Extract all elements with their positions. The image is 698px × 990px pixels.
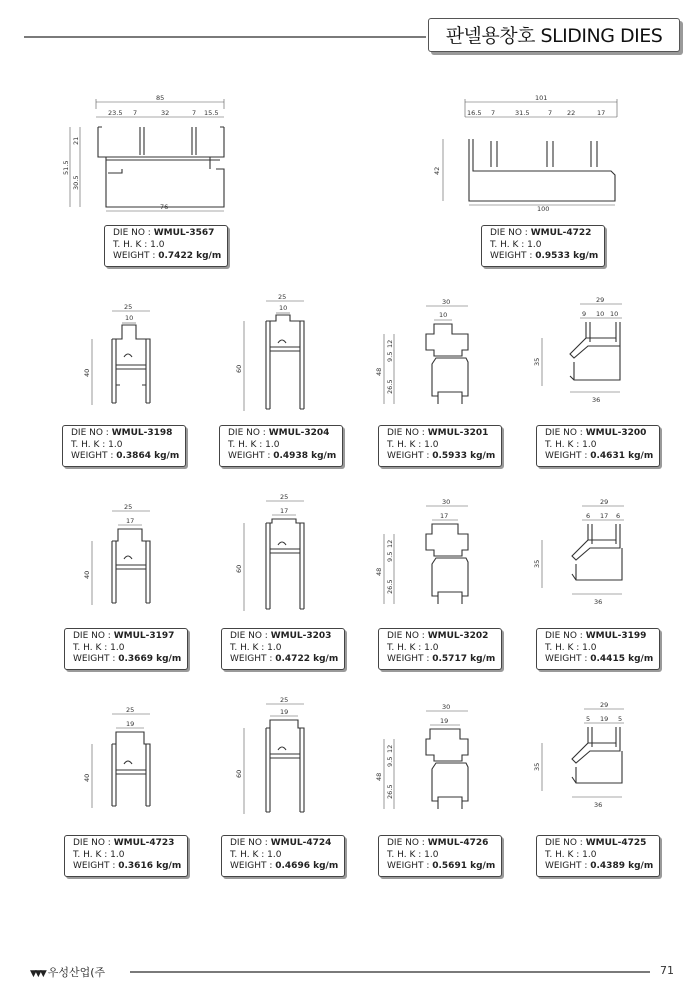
- dim-total: 85: [156, 94, 165, 102]
- weight-value: 0.4722 kg/m: [275, 654, 339, 664]
- dim-c: 32: [161, 109, 170, 117]
- weight-value: 0.3669 kg/m: [118, 654, 182, 664]
- dim-h3: 26.5: [386, 784, 394, 799]
- dim-b: 10: [596, 310, 605, 318]
- weight-label: WEIGHT :: [113, 251, 159, 261]
- dim-a: 6: [586, 512, 591, 520]
- dim-c: 5: [618, 715, 623, 723]
- weight-label: WEIGHT :: [545, 451, 591, 461]
- weight-value: 0.4389 kg/m: [590, 861, 654, 871]
- dim-h: 60: [235, 364, 243, 373]
- profile-drawing-wmul-3567: [60, 95, 235, 220]
- profile-drawing-wmul-3202: [372, 500, 482, 615]
- dim-t: 17: [280, 507, 289, 515]
- thk-label: T. H. K :: [545, 642, 583, 653]
- dim-bottom: 76: [160, 203, 169, 211]
- page-title: 판넬용창호 SLIDING DIES: [445, 25, 663, 47]
- dim-h: 51.5: [62, 160, 70, 175]
- dim-w: 25: [124, 503, 133, 511]
- dim-bottom: 36: [592, 396, 601, 404]
- die-no-value: WMUL-3197: [113, 631, 175, 641]
- dim-h: 35: [533, 762, 541, 771]
- dim-t: 17: [440, 512, 449, 520]
- die-no-value: WMUL-3204: [268, 428, 330, 438]
- dim-b: 7: [491, 109, 496, 117]
- weight-label: WEIGHT :: [228, 451, 274, 461]
- dim-t: 17: [126, 517, 135, 525]
- die-no-label: DIE NO :: [71, 428, 112, 438]
- dim-h: 48: [375, 772, 383, 781]
- die-no-value: WMUL-4725: [585, 838, 647, 848]
- dim-h1: 12: [386, 339, 394, 348]
- dim-w: 30: [442, 498, 451, 506]
- dim-t: 10: [125, 314, 134, 322]
- die-no-value: WMUL-3201: [427, 428, 489, 438]
- spec-label: [221, 628, 345, 670]
- die-no-value: WMUL-4723: [113, 838, 175, 848]
- die-no-value: WMUL-4724: [270, 838, 332, 848]
- weight-label: WEIGHT :: [230, 654, 276, 664]
- die-no-label: DIE NO :: [73, 838, 114, 848]
- dim-t: 19: [440, 717, 449, 725]
- dim-h2: 9.5: [386, 351, 394, 362]
- die-no-value: WMUL-3198: [111, 428, 173, 438]
- weight-label: WEIGHT :: [545, 654, 591, 664]
- spec-label: [378, 425, 502, 467]
- thk-value: 1.0: [150, 239, 165, 250]
- weight-value: 0.4415 kg/m: [590, 654, 654, 664]
- dim-h: 42: [433, 166, 441, 175]
- dim-h2: 9.5: [386, 756, 394, 767]
- weight-value: 0.7422 kg/m: [158, 251, 222, 261]
- dim-w: 29: [596, 296, 605, 304]
- profile-drawing-wmul-3197: [80, 505, 160, 615]
- thk-value: 1.0: [424, 642, 439, 653]
- dim-e: 22: [567, 109, 576, 117]
- dim-a: 9: [582, 310, 587, 318]
- spec-label: [221, 835, 345, 877]
- profile-drawing-wmul-4722: [425, 95, 625, 220]
- page-number: 71: [660, 964, 674, 977]
- thk-label: T. H. K :: [490, 239, 528, 250]
- dim-h: 35: [533, 559, 541, 568]
- thk-label: T. H. K :: [73, 642, 111, 653]
- weight-label: WEIGHT :: [387, 654, 433, 664]
- weight-label: WEIGHT :: [387, 451, 433, 461]
- spec-label: [481, 225, 605, 267]
- thk-label: T. H. K :: [113, 239, 151, 250]
- dim-w: 30: [442, 298, 451, 306]
- company-logo: [30, 964, 105, 980]
- dim-bottom: 36: [594, 801, 603, 809]
- dim-w: 25: [280, 696, 289, 704]
- title-box: [428, 18, 680, 52]
- thk-label: T. H. K :: [230, 642, 268, 653]
- die-no-label: DIE NO :: [387, 631, 428, 641]
- die-no-label: DIE NO :: [73, 631, 114, 641]
- die-no-label: DIE NO :: [230, 838, 271, 848]
- dim-d: 7: [192, 109, 197, 117]
- thk-label: T. H. K :: [73, 849, 111, 860]
- spec-label: [536, 628, 660, 670]
- die-no-label: DIE NO :: [490, 228, 531, 238]
- dim-h: 48: [375, 367, 383, 376]
- spec-label: [62, 425, 186, 467]
- profile-drawing-wmul-3201: [372, 300, 482, 415]
- header-rule: [24, 36, 426, 38]
- profile-drawing-wmul-4723: [80, 708, 160, 818]
- profile-drawing-wmul-4726: [372, 705, 482, 820]
- thk-label: T. H. K :: [387, 439, 425, 450]
- thk-value: 1.0: [267, 849, 282, 860]
- die-no-value: WMUL-3200: [585, 428, 647, 438]
- dim-w: 25: [278, 293, 287, 301]
- weight-value: 0.9533 kg/m: [535, 251, 599, 261]
- thk-value: 1.0: [424, 849, 439, 860]
- dim-a: 5: [586, 715, 591, 723]
- dim-h: 40: [83, 570, 91, 579]
- thk-value: 1.0: [110, 849, 125, 860]
- dim-h: 60: [235, 769, 243, 778]
- spec-label: [104, 225, 228, 267]
- dim-h: 40: [83, 773, 91, 782]
- dim-bottom: 36: [594, 598, 603, 606]
- die-no-label: DIE NO :: [545, 631, 586, 641]
- profile-drawing-wmul-4725: [530, 703, 630, 818]
- thk-label: T. H. K :: [545, 849, 583, 860]
- dim-c: 31.5: [515, 109, 530, 117]
- die-no-label: DIE NO :: [230, 631, 271, 641]
- dim-t: 19: [280, 708, 289, 716]
- dim-c: 6: [616, 512, 621, 520]
- die-no-label: DIE NO :: [545, 838, 586, 848]
- dim-a: 16.5: [467, 109, 482, 117]
- footer-rule: [130, 971, 650, 973]
- weight-label: WEIGHT :: [71, 451, 117, 461]
- weight-label: WEIGHT :: [545, 861, 591, 871]
- die-no-label: DIE NO :: [228, 428, 269, 438]
- spec-label: [378, 628, 502, 670]
- dim-h1: 21: [72, 136, 80, 145]
- die-no-value: WMUL-4722: [530, 228, 592, 238]
- thk-value: 1.0: [582, 849, 597, 860]
- spec-label: [536, 425, 660, 467]
- thk-value: 1.0: [265, 439, 280, 450]
- thk-value: 1.0: [424, 439, 439, 450]
- weight-value: 0.4631 kg/m: [590, 451, 654, 461]
- die-no-label: DIE NO :: [387, 838, 428, 848]
- thk-label: T. H. K :: [545, 439, 583, 450]
- weight-value: 0.4696 kg/m: [275, 861, 339, 871]
- thk-value: 1.0: [110, 642, 125, 653]
- die-no-value: WMUL-3202: [427, 631, 489, 641]
- dim-total: 101: [535, 94, 548, 102]
- dim-e: 15.5: [204, 109, 219, 117]
- dim-w: 25: [126, 706, 135, 714]
- logo-icon: ▼▼▼: [30, 969, 45, 979]
- dim-h1: 12: [386, 744, 394, 753]
- dim-h3: 26.5: [386, 379, 394, 394]
- spec-label: [64, 628, 188, 670]
- dim-h: 60: [235, 564, 243, 573]
- weight-label: WEIGHT :: [490, 251, 536, 261]
- die-no-value: WMUL-3567: [153, 228, 215, 238]
- dim-h1: 12: [386, 539, 394, 548]
- dim-b: 19: [600, 715, 609, 723]
- thk-label: T. H. K :: [228, 439, 266, 450]
- profile-drawing-wmul-3203: [232, 495, 312, 615]
- dim-b: 7: [133, 109, 138, 117]
- dim-h2: 30.5: [72, 175, 80, 190]
- dim-t: 10: [439, 311, 448, 319]
- weight-value: 0.5933 kg/m: [432, 451, 496, 461]
- die-no-label: DIE NO :: [113, 228, 154, 238]
- thk-label: T. H. K :: [387, 642, 425, 653]
- thk-value: 1.0: [267, 642, 282, 653]
- spec-label: [64, 835, 188, 877]
- profile-drawing-wmul-3200: [530, 298, 630, 413]
- dim-f: 17: [597, 109, 606, 117]
- dim-bottom: 100: [537, 205, 550, 213]
- profile-drawing-wmul-3198: [80, 305, 160, 415]
- dim-h3: 26.5: [386, 579, 394, 594]
- thk-value: 1.0: [108, 439, 123, 450]
- dim-h: 40: [83, 368, 91, 377]
- profile-drawing-wmul-3199: [530, 500, 630, 615]
- dim-d: 7: [548, 109, 553, 117]
- weight-value: 0.5717 kg/m: [432, 654, 496, 664]
- die-no-value: WMUL-3203: [270, 631, 332, 641]
- dim-a: 23.5: [108, 109, 123, 117]
- dim-w: 30: [442, 703, 451, 711]
- spec-label: [378, 835, 502, 877]
- thk-value: 1.0: [582, 439, 597, 450]
- dim-w: 25: [280, 493, 289, 501]
- dim-h2: 9.5: [386, 551, 394, 562]
- weight-label: WEIGHT :: [387, 861, 433, 871]
- weight-label: WEIGHT :: [230, 861, 276, 871]
- dim-h: 48: [375, 567, 383, 576]
- weight-value: 0.4938 kg/m: [273, 451, 337, 461]
- weight-value: 0.3616 kg/m: [118, 861, 182, 871]
- dim-t: 19: [126, 720, 135, 728]
- weight-label: WEIGHT :: [73, 861, 119, 871]
- die-no-value: WMUL-3199: [585, 631, 647, 641]
- dim-t: 10: [279, 304, 288, 312]
- thk-label: T. H. K :: [71, 439, 109, 450]
- thk-value: 1.0: [527, 239, 542, 250]
- dim-h: 35: [533, 357, 541, 366]
- thk-value: 1.0: [582, 642, 597, 653]
- die-no-label: DIE NO :: [545, 428, 586, 438]
- thk-label: T. H. K :: [387, 849, 425, 860]
- dim-c: 10: [610, 310, 619, 318]
- dim-b: 17: [600, 512, 609, 520]
- dim-w: 29: [600, 498, 609, 506]
- thk-label: T. H. K :: [230, 849, 268, 860]
- company-name: 우성산업(주: [47, 966, 106, 979]
- die-no-value: WMUL-4726: [427, 838, 489, 848]
- die-no-label: DIE NO :: [387, 428, 428, 438]
- spec-label: [219, 425, 343, 467]
- weight-value: 0.5691 kg/m: [432, 861, 496, 871]
- dim-w: 25: [124, 303, 133, 311]
- spec-label: [536, 835, 660, 877]
- weight-label: WEIGHT :: [73, 654, 119, 664]
- profile-drawing-wmul-4724: [232, 698, 312, 818]
- weight-value: 0.3864 kg/m: [116, 451, 180, 461]
- profile-drawing-wmul-3204: [232, 295, 312, 415]
- dim-w: 29: [600, 701, 609, 709]
